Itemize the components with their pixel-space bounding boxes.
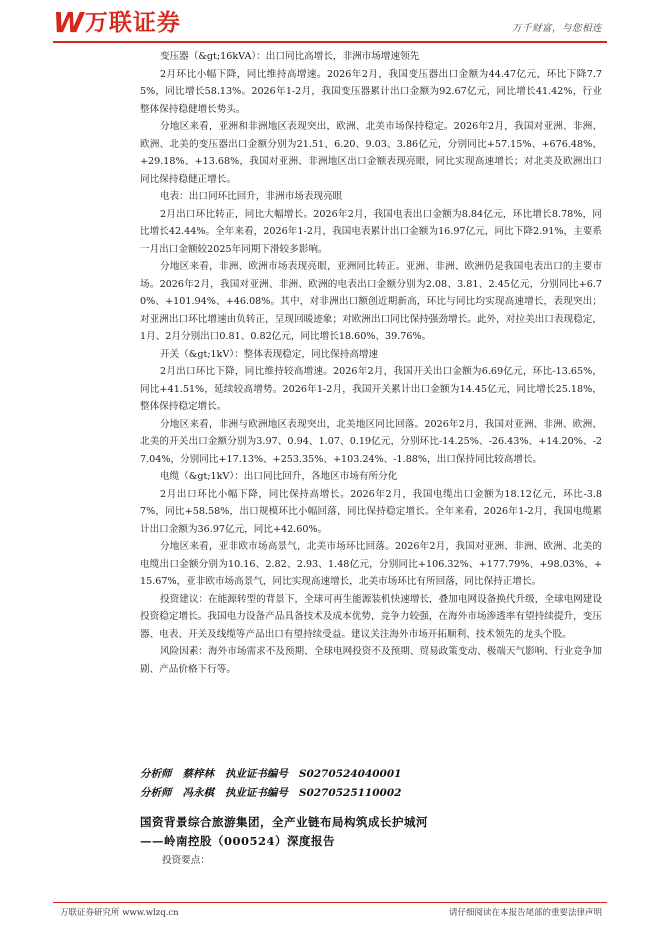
body-paragraph: 2月出口环比小幅下降，同比保持高增长。2026年2月，我国电缆出口金额为18.12亿元，环比-3.87%，同比+58.58%，出口规模环比小幅回落，同比保持稳定增长。全年来看，2026年1-2月，我国电缆累计出口金额为36.97亿元，同比+42.60%。 [140, 488, 602, 535]
body-paragraph: 分地区来看，亚洲和非洲地区表现突出，欧洲、北美市场保持稳定。2026年2月，我国对亚洲、非洲、欧洲、北美的变压器出口金额分别为21.51、6.20、9.03、3.86亿元，分别同比+57.15%、+676.48%、+29.18%、+13.68%，我国对亚洲、非洲地区出口金额表现亮眼，同比实现高速增长；对北美及欧洲出口同比保持稳健正增长。 [140, 121, 602, 185]
analyst-label: 分析师 [140, 787, 172, 799]
slogan: 万千财富，与您相连 [511, 23, 602, 34]
report-title: 国资背景综合旅游集团，全产业链布局构筑成长护城河 [140, 815, 428, 829]
body-paragraph: 风险因素：海外市场需求不及预期、全球电网投资不及预期、贸易政策变动、极端天气影响、行业竞争加剧、产品价格下行等。 [140, 646, 602, 675]
report-body [140, 48, 602, 678]
analyst-row-2 [140, 785, 401, 800]
body-paragraph: 分地区来看，非洲与欧洲地区表现突出，北美地区同比回落。2026年2月，我国对亚洲、非洲、欧洲、北美的开关出口金额分别为3.97、0.94、1.07、0.19亿元，分别环比-14.25%、-26.43%、+14.20%、-27.04%，分别同比+17.13%、+253.35%、+103.24%、-1.88%，出口保持同比较高增长。 [140, 418, 602, 465]
cert-number: S0270525110002 [298, 787, 402, 799]
body-paragraph: 2月出口环比下降，同比维持较高增速。2026年2月，我国开关出口金额为6.69亿元，环比-13.65%，同比+41.51%，延续较高增势。2026年1-2月，我国开关累计出口金额为14.45亿元，同比增长25.18%，整体保持稳定增长。 [140, 366, 602, 412]
body-paragraph: 分地区来看，亚非欧市场高景气，北美市场环比回落。2026年2月，我国对亚洲、非洲、欧洲、北美的电缆出口金额分别为10.16、2.82、2.93、1.48亿元，分别同比+106.32%、+177.79%、+98.03%、+15.67%，亚非欧市场高景气，同比实现高速增长，北美市场环比有所回落，同比保持正增长。 [140, 541, 602, 587]
section-subheading: 电表：出口同环比回升，非洲市场表现亮眼 [160, 191, 343, 202]
logo-text: 万联证券 [84, 10, 181, 36]
brand-logo [53, 8, 181, 38]
analyst-label: 分析师 [140, 768, 172, 780]
cert-label: 执业证书编号 [224, 768, 288, 780]
section-subheading: 电缆（&gt;1kV）：出口同比回升，各地区市场有所分化 [160, 471, 398, 482]
footer-divider [53, 902, 607, 903]
report-subtitle: ——岭南控股（000524）深度报告 [140, 834, 336, 848]
section-subheading: 变压器（&gt;16kVA）：出口同比高增长，非洲市场增速领先 [160, 51, 420, 62]
logo-mark: W [53, 6, 83, 39]
body-paragraph: 投资建议：在能源转型的背景下，全球可再生能源装机快速增长，叠加电网设备换代升级，全球电网建设投资稳定增长。我国电力设备产品具备技术及成本优势，竞争力较强，在海外市场渗透率有望持续提升，变压器、电表、开关及线缆等产品出口有望持续受益。建议关注海外市场开拓顺利、技术领先的龙头个股。 [140, 593, 602, 640]
header-divider [53, 41, 607, 43]
analyst-name: 冯永棋 [182, 787, 214, 799]
analyst-row-1 [140, 766, 401, 781]
body-paragraph: 2月出口环比转正，同比大幅增长。2026年2月，我国电表出口金额为8.84亿元，环比增长8.78%，同比增长42.44%。全年来看，2026年1-2月，我国电表累计出口金额为16.97亿元，同比下降2.91%，主要系一月出口金额较2025年同期下滑较多影响。 [140, 208, 602, 255]
body-paragraph: 分地区来看，非洲、欧洲市场表现亮眼，亚洲同比转正。亚洲、非洲、欧洲仍是我国电表出口的主要市场。2026年2月，我国对亚洲、非洲、欧洲的电表出口金额分别为2.08、3.81、2.45亿元，分别同比+6.70%、+101.94%、+46.08%。其中，对非洲出口额创近期新高，环比与同比均实现高速增长，表现突出；对亚洲出口环比增速由负转正，呈现回暖迹象；对欧洲出口同比保持强劲增长。此外，对拉美出口表现稳定，1月、2月分别出口0.81、0.82亿元，同比增长18.60%、39.76%。 [140, 261, 602, 342]
analyst-name: 蔡梓林 [182, 768, 214, 780]
footer-disclaimer: 请仔细阅读在本报告尾部的重要法律声明 [448, 908, 602, 918]
cert-number: S0270524040001 [298, 768, 402, 780]
page-header [0, 0, 662, 46]
body-paragraph: 2月环比小幅下降，同比维持高增速。2026年2月，我国变压器出口金额为44.47亿元，环比下降7.75%，同比增长58.13%。2026年1-2月，我国变压器累计出口金额为92.67亿元，同比增长41.42%，行业整体保持稳健增长势头。 [140, 68, 602, 115]
cert-label: 执业证书编号 [224, 787, 288, 799]
investment-points-label: 投资要点： [162, 855, 210, 866]
footer-source: 万联证券研究所 www.wlzq.cn [60, 908, 179, 918]
section-subheading: 开关（&gt;1kV）：整体表现稳定，同比保持高增速 [160, 348, 379, 360]
